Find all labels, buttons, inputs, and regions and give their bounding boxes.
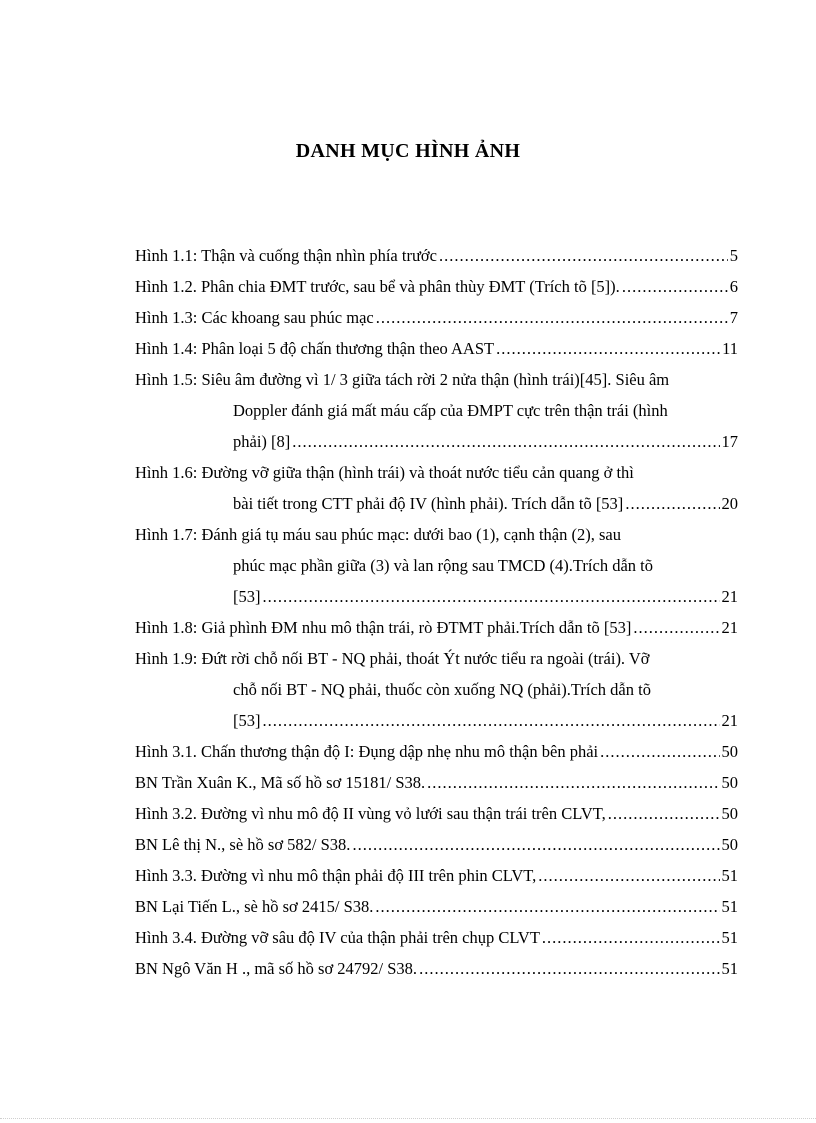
list-item bbox=[135, 302, 738, 333]
leader-dots bbox=[263, 581, 720, 612]
entry-page: 20 bbox=[721, 494, 738, 513]
leader-dots bbox=[633, 612, 719, 643]
list-item bbox=[135, 519, 738, 550]
list-item bbox=[135, 581, 738, 612]
entry-page: 21 bbox=[721, 587, 738, 606]
entry-text: Hình 3.3. Đường vì nhu mô thận phải độ III trên phin CLVT, bbox=[135, 866, 537, 885]
list-item bbox=[135, 767, 738, 798]
entry-page: 51 bbox=[721, 897, 738, 916]
leader-dots bbox=[542, 922, 720, 953]
list-item bbox=[135, 643, 738, 674]
entry-text: Hình 1.6: Đường vỡ giữa thận (hình trái) và thoát nước tiểu cản quang ở thì bbox=[135, 463, 634, 482]
entry-page: 11 bbox=[722, 339, 738, 358]
entry-text: phải) [8] bbox=[233, 432, 291, 451]
entry-page: 50 bbox=[721, 804, 738, 823]
list-item bbox=[135, 891, 738, 922]
list-item bbox=[135, 426, 738, 457]
entry-page: 5 bbox=[729, 246, 738, 265]
list-item bbox=[135, 860, 738, 891]
list-item bbox=[135, 488, 738, 519]
entry-page: 51 bbox=[721, 959, 738, 978]
entry-text: Hình 1.8: Giả phình ĐM nhu mô thận trái, rò ĐTMT phải.Trích dẫn tõ [53] bbox=[135, 618, 632, 637]
entry-text: Hình 1.7: Đánh giá tụ máu sau phúc mạc: dưới bao (1), cạnh thận (2), sau bbox=[135, 525, 621, 544]
list-item bbox=[135, 953, 738, 984]
list-item bbox=[135, 674, 738, 705]
entry-text: Hình 1.5: Siêu âm đường vì 1/ 3 giữa tách rời 2 nửa thận (hình trái)[45]. Siêu âm bbox=[135, 370, 670, 389]
page-title: DANH MỤC HÌNH ẢNH bbox=[295, 140, 521, 162]
entry-text: Hình 3.4. Đường vỡ sâu độ IV của thận phải trên chụp CLVT bbox=[135, 928, 540, 947]
entry-page: 21 bbox=[721, 618, 738, 637]
entry-text: [53] bbox=[233, 587, 261, 606]
entry-text: Hình 1.9: Đứt rời chỗ nối BT - NQ phải, thoát Ýt nước tiểu ra ngoài (trái). Vỡ bbox=[135, 649, 650, 668]
list-item bbox=[135, 705, 738, 736]
entry-page: 17 bbox=[721, 432, 738, 451]
entry-text: Hình 1.4: Phân loại 5 độ chấn thương thận theo AAST bbox=[135, 339, 495, 358]
entry-page: 50 bbox=[721, 742, 738, 761]
entry-text: Hình 3.1. Chấn thương thận độ I: Đụng dập nhẹ nhu mô thận bên phải bbox=[135, 742, 599, 761]
list-item bbox=[135, 395, 738, 426]
leader-dots bbox=[439, 240, 728, 271]
entry-text: Hình 1.1: Thận và cuống thận nhìn phía trước bbox=[135, 246, 437, 265]
entry-text: Doppler đánh giá mất máu cấp của ĐMPT cực trên thận trái (hình bbox=[233, 401, 668, 420]
leader-dots bbox=[625, 488, 719, 519]
entry-page: 6 bbox=[729, 277, 738, 296]
leader-dots bbox=[427, 767, 719, 798]
entry-text: Hình 3.2. Đường vì nhu mô độ II vùng vỏ lưới sau thận trái trên CLVT, bbox=[135, 804, 606, 823]
entry-text: chỗ nối BT - NQ phải, thuốc còn xuống NQ (phải).Trích dẫn tõ bbox=[233, 680, 651, 699]
list-item bbox=[135, 798, 738, 829]
list-item bbox=[135, 612, 738, 643]
list-item bbox=[135, 364, 738, 395]
leader-dots bbox=[538, 860, 719, 891]
entry-text: [53] bbox=[233, 711, 261, 730]
leader-dots bbox=[376, 302, 728, 333]
leader-dots bbox=[263, 705, 720, 736]
leader-dots bbox=[496, 333, 720, 364]
entry-text: BN Trần Xuân K., Mã số hồ sơ 15181/ S38. bbox=[135, 773, 426, 792]
page-bottom-divider bbox=[0, 1118, 816, 1119]
leader-dots bbox=[600, 736, 719, 767]
entry-text: Hình 1.2. Phân chia ĐMT trước, sau bể và phân thùy ĐMT (Trích tõ [5]). bbox=[135, 277, 620, 296]
list-item bbox=[135, 922, 738, 953]
leader-dots bbox=[419, 953, 719, 984]
leader-dots bbox=[352, 829, 719, 860]
list-item bbox=[135, 736, 738, 767]
entry-page: 50 bbox=[721, 835, 738, 854]
entry-text: BN Ngô Văn H ., mã số hồ sơ 24792/ S38. bbox=[135, 959, 418, 978]
leader-dots bbox=[375, 891, 719, 922]
figure-list bbox=[135, 240, 738, 984]
leader-dots bbox=[608, 798, 720, 829]
entry-page: 21 bbox=[721, 711, 738, 730]
list-item bbox=[135, 457, 738, 488]
entry-text: BN Lê thị N., sè hồ sơ 582/ S38. bbox=[135, 835, 351, 854]
entry-text: Hình 1.3: Các khoang sau phúc mạc bbox=[135, 308, 374, 327]
entry-text: phúc mạc phần giữa (3) và lan rộng sau TMCD (4).Trích dẫn tõ bbox=[233, 556, 653, 575]
entry-text: bài tiết trong CTT phải độ IV (hình phải). Trích dẫn tõ [53] bbox=[233, 494, 624, 513]
list-item bbox=[135, 829, 738, 860]
entry-page: 51 bbox=[721, 928, 738, 947]
list-item bbox=[135, 550, 738, 581]
list-item bbox=[135, 333, 738, 364]
entry-text: BN Lại Tiến L., sè hồ sơ 2415/ S38. bbox=[135, 897, 374, 916]
list-item bbox=[135, 271, 738, 302]
entry-page: 7 bbox=[729, 308, 738, 327]
leader-dots bbox=[622, 271, 728, 302]
list-item bbox=[135, 240, 738, 271]
leader-dots bbox=[292, 426, 719, 457]
entry-page: 51 bbox=[721, 866, 738, 885]
entry-page: 50 bbox=[721, 773, 738, 792]
